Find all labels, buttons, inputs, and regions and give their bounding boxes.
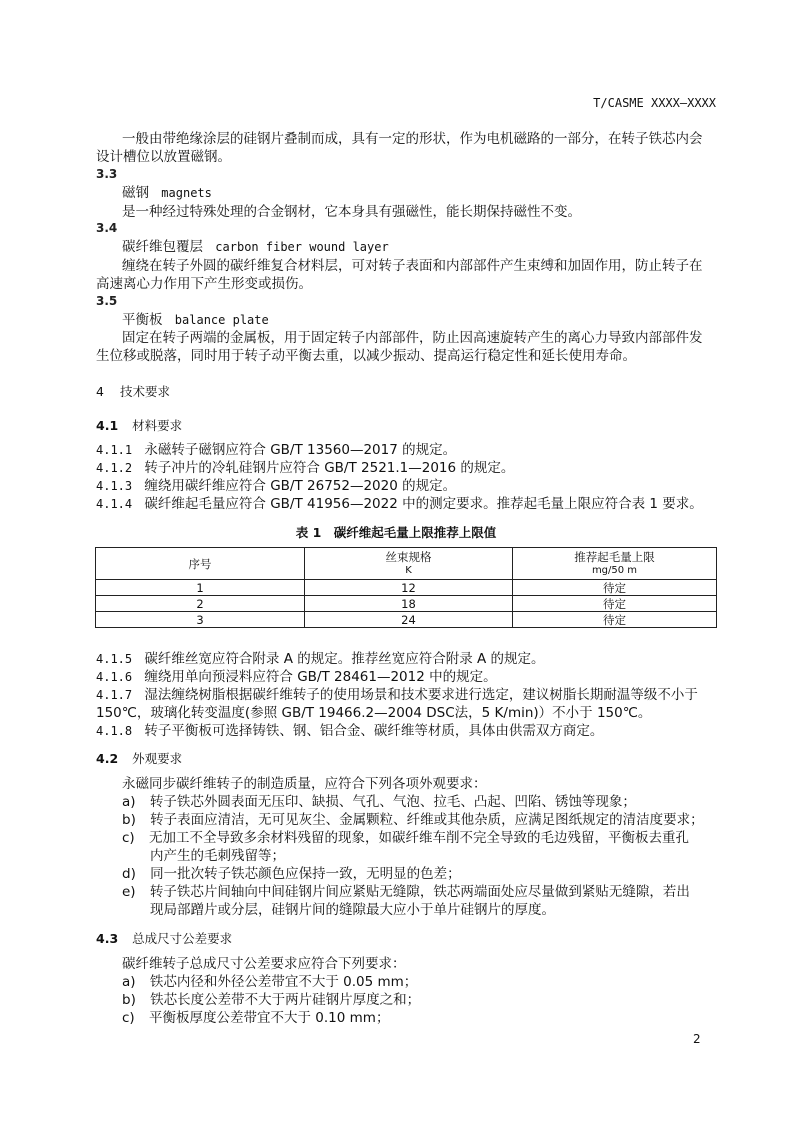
list-item bbox=[122, 991, 420, 1009]
term-definition: 缠绕在转子外圆的碳纤维复合材料层，可对转子表面和内部部件产生束缚和加固作用，防止转子在 bbox=[122, 258, 703, 274]
table-row bbox=[96, 580, 717, 596]
clause-text: 缠绕用单向预浸料应符合 GB/T 28461—2012 中的规定。 bbox=[144, 669, 497, 685]
header-unit: K bbox=[405, 564, 412, 576]
clause bbox=[96, 650, 545, 668]
clause-text: 碳纤维丝宽应符合附录 A 的规定。推荐丝宽应符合附录 A 的规定。 bbox=[144, 651, 545, 667]
list-text: 转子铁芯外圆表面无压印、缺损、气孔、气泡、拉毛、凸起、凹陷、锈蚀等现象； bbox=[149, 794, 636, 810]
term-title bbox=[122, 311, 269, 329]
intro-line: 一般由带绝缘涂层的硅钢片叠制而成，具有一定的形状，作为电机磁路的一部分，在转子铁芯内会 bbox=[122, 131, 703, 147]
clause bbox=[96, 668, 497, 686]
subsection-title: 材料要求 bbox=[132, 418, 183, 433]
clause-number: 4.1.3 bbox=[96, 479, 133, 493]
table-caption: 表 1 碳纤维起毛量上限推荐上限值 bbox=[295, 525, 497, 540]
term-title-cn: 平衡板 bbox=[122, 312, 163, 328]
list-text: 转子铁芯片间轴向中间硅钢片间应紧贴无缝隙，铁芯两端面处应尽量做到紧贴无缝隙，若出 bbox=[149, 884, 690, 900]
clause bbox=[96, 495, 703, 513]
list-item bbox=[122, 1009, 389, 1027]
table-cell: 待定 bbox=[513, 580, 717, 596]
list-marker: a) bbox=[122, 794, 136, 810]
term-title-en: balance plate bbox=[174, 313, 269, 327]
list-text: 无加工不全导致多余材料残留的现象，如碳纤维车削不完全导致的毛边残留，平衡板去重孔 bbox=[149, 830, 689, 846]
paragraph: 碳纤维转子总成尺寸公差要求应符合下列要求： bbox=[122, 956, 406, 972]
list-item bbox=[122, 865, 461, 883]
clause bbox=[96, 686, 698, 704]
list-marker: a) bbox=[122, 974, 136, 990]
section-heading bbox=[96, 382, 170, 400]
term-title bbox=[122, 184, 212, 202]
list-text: 转子表面应清洁，无可见灰尘、金属颗粒、纤维或其他杂质，应满足图纸规定的清洁度要求； bbox=[150, 812, 704, 828]
limits-table bbox=[95, 547, 717, 628]
clause-text: 转子平衡板可选择铸铁、钢、铝合金、碳纤维等材质，具体由供需双方商定。 bbox=[144, 723, 604, 739]
subsection-title: 总成尺寸公差要求 bbox=[132, 931, 233, 946]
table-cell: 3 bbox=[96, 612, 305, 628]
clause-number: 4.1.8 bbox=[96, 724, 133, 738]
table-header-row bbox=[96, 548, 717, 580]
list-continuation: 现局部蹭片或分层，硅钢片间的缝隙最大应小于单片硅钢片的厚度。 bbox=[150, 902, 555, 918]
list-item bbox=[122, 829, 689, 847]
term-number: 3.4 bbox=[96, 221, 118, 235]
list-marker: b) bbox=[122, 992, 136, 1008]
list-marker: d) bbox=[122, 866, 136, 882]
clause-number: 4.1.4 bbox=[96, 497, 133, 511]
clause bbox=[96, 441, 456, 459]
clause-text: 永磁转子磁钢应符合 GB/T 13560—2017 的规定。 bbox=[144, 442, 457, 458]
intro-line: 设计槽位以放置磁钢。 bbox=[96, 149, 231, 165]
list-marker: b) bbox=[122, 812, 136, 828]
table-header-cell bbox=[513, 548, 717, 580]
table-row bbox=[96, 612, 717, 628]
clause-number: 4.1.6 bbox=[96, 670, 133, 684]
clause-text: 缠绕用碳纤维应符合 GB/T 26752—2020 的规定。 bbox=[144, 478, 457, 494]
term-number: 3.3 bbox=[96, 167, 118, 181]
subsection-number: 4.1 bbox=[96, 418, 119, 433]
subsection-heading bbox=[96, 416, 182, 434]
clause bbox=[96, 477, 456, 495]
clause-text: 湿法缠绕树脂根据碳纤维转子的使用场景和技术要求进行选定，建议树脂长期耐温等级不小于 bbox=[144, 687, 698, 703]
clause-number: 4.1.7 bbox=[96, 688, 133, 702]
clause-text: 碳纤维起毛量应符合 GB/T 41956—2022 中的测定要求。推荐起毛量上限应符合表 1 要求。 bbox=[144, 496, 703, 512]
term-definition: 固定在转子两端的金属板，用于固定转子内部部件，防止因高速旋转产生的离心力导致内部部件发 bbox=[122, 330, 703, 346]
subsection-number: 4.3 bbox=[96, 931, 119, 946]
page-number: 2 bbox=[693, 1032, 701, 1046]
list-item bbox=[122, 811, 704, 829]
list-marker: c) bbox=[122, 830, 135, 846]
term-number: 3.5 bbox=[96, 294, 118, 308]
list-marker: e) bbox=[122, 884, 136, 900]
header-unit: mg/50 m bbox=[591, 564, 638, 576]
term-title-cn: 磁钢 bbox=[122, 185, 149, 201]
table-cell: 2 bbox=[96, 596, 305, 612]
table-cell: 1 bbox=[96, 580, 305, 596]
list-item bbox=[122, 883, 690, 901]
header-label: 序号 bbox=[188, 556, 212, 571]
term-title-en: carbon fiber wound layer bbox=[215, 240, 389, 254]
term-title bbox=[122, 238, 389, 256]
term-definition: 生位移或脱落，同时用于转子动平衡去重，以减少振动、提高运行稳定性和延长使用寿命。 bbox=[96, 348, 636, 364]
term-definition: 是一种经过特殊处理的合金钢材，它本身具有强磁性，能长期保持磁性不变。 bbox=[122, 204, 581, 220]
header-label: 丝束规格 bbox=[385, 549, 432, 564]
clause-number: 4.1.2 bbox=[96, 461, 133, 475]
table-cell: 待定 bbox=[513, 612, 717, 628]
table-header-cell bbox=[96, 548, 305, 580]
list-continuation: 内产生的毛刺残留等； bbox=[150, 848, 285, 864]
term-title-cn: 碳纤维包覆层 bbox=[122, 239, 203, 255]
term-title-en: magnets bbox=[161, 186, 212, 200]
table-row bbox=[96, 596, 717, 612]
table-cell: 待定 bbox=[513, 596, 717, 612]
list-text: 铁芯长度公差带不大于两片硅钢片厚度之和； bbox=[150, 992, 421, 1008]
section-title: 技术要求 bbox=[119, 384, 170, 399]
list-item bbox=[122, 793, 636, 811]
clause bbox=[96, 459, 514, 477]
subsection-number: 4.2 bbox=[96, 751, 119, 766]
paragraph: 永磁同步碳纤维转子的制造质量，应符合下列各项外观要求： bbox=[122, 776, 487, 792]
subsection-heading bbox=[96, 929, 232, 947]
list-text: 平衡板厚度公差带宜不大于 0.10 mm； bbox=[149, 1010, 390, 1026]
list-text: 铁芯内径和外径公差带宜不大于 0.05 mm； bbox=[149, 974, 418, 990]
clause-number: 4.1.5 bbox=[96, 652, 133, 666]
list-marker: c) bbox=[122, 1010, 135, 1026]
clause-text: 转子冲片的冷轧硅钢片应符合 GB/T 2521.1—2016 的规定。 bbox=[144, 460, 515, 476]
subsection-title: 外观要求 bbox=[132, 751, 183, 766]
table-cell: 24 bbox=[305, 612, 513, 628]
document-id: T/CASME XXXX—XXXX bbox=[593, 96, 716, 110]
table-header-cell bbox=[305, 548, 513, 580]
clause bbox=[96, 722, 603, 740]
list-text: 同一批次转子铁芯颜色应保持一致，无明显的色差； bbox=[150, 866, 461, 882]
list-item bbox=[122, 973, 417, 991]
clause-continuation: 150℃，玻璃化转变温度(参照 GB/T 19466.2—2004 DSC法，5 K/min)）不小于 150℃。 bbox=[96, 705, 652, 721]
subsection-heading bbox=[96, 749, 182, 767]
table-cell: 18 bbox=[305, 596, 513, 612]
clause-number: 4.1.1 bbox=[96, 443, 133, 457]
section-number: 4 bbox=[96, 384, 104, 399]
header-label: 推荐起毛量上限 bbox=[574, 549, 655, 564]
table-cell: 12 bbox=[305, 580, 513, 596]
term-definition: 高速离心力作用下产生形变或损伤。 bbox=[96, 276, 312, 292]
